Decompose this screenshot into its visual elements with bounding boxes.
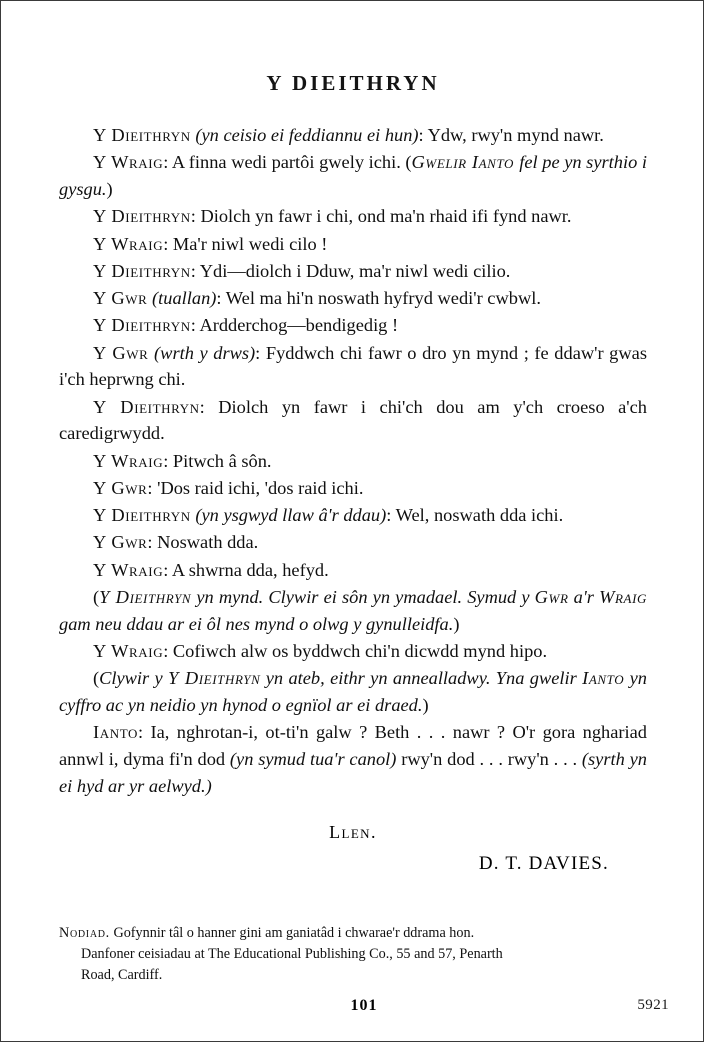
- speech-text: : Ia, nghrotan-i, ot-ti'n galw ? Beth . . . nawr ? O'r gora nghariad annwl i, dyma fi'n dod: [59, 722, 647, 770]
- speech-text: : A finna wedi partôi gwely ichi. (: [163, 152, 412, 173]
- stage-block: [59, 584, 647, 638]
- speech-line: [59, 258, 647, 285]
- stage-speaker: Wraig: [599, 587, 648, 608]
- stage-direction: fel pe yn syrthio i gysgu.: [59, 152, 647, 200]
- signature-mark: 5921: [637, 997, 669, 1013]
- speaker-name: Y Gwr: [93, 477, 148, 498]
- speaker-name: Y Wraig: [93, 152, 164, 173]
- stage-speaker: Y Dieithryn: [168, 668, 261, 689]
- speech-text: : Noswath dda.: [147, 532, 259, 553]
- stage-close: ): [453, 613, 460, 634]
- stage-text: yn cyffro ac yn neidio yn hynod o egnïol ar ei draed.: [59, 668, 647, 716]
- page-content: [59, 59, 647, 987]
- speech-text: : Diolch yn fawr i chi'ch dou am y'ch croeso a'ch caredigrwydd.: [59, 396, 647, 444]
- stage-close: ): [106, 179, 113, 200]
- speech-line: [59, 557, 647, 584]
- page-title: Y DIEITHRYN: [266, 71, 440, 95]
- author-name: D. T. DAVIES.: [478, 852, 609, 874]
- stage-direction: (tuallan): [152, 288, 217, 309]
- speaker-name: Y Dieithryn: [93, 505, 191, 526]
- speech-line: [59, 149, 647, 203]
- speech-text: : Ydi—diolch i Dduw, ma'r niwl wedi cilio.: [190, 260, 511, 281]
- stage-speaker: Y Dieithryn: [99, 587, 192, 608]
- speaker-name: Y Gwr: [93, 532, 148, 553]
- publication-note: [59, 923, 647, 987]
- speaker-name: Y Gwr: [93, 288, 148, 309]
- speech-line: [59, 231, 647, 258]
- note-line-2: Danfoner ceisiadau at The Educational Publishing Co., 55 and 57, Penarth: [81, 945, 503, 962]
- speech-line: [59, 285, 647, 312]
- stage-open: (: [93, 587, 100, 608]
- speech-text: : Diolch yn fawr i chi, ond ma'n rhaid ifi fynd nawr.: [190, 206, 572, 227]
- stage-text: gam neu ddau ar ei ôl nes mynd o olwg y gynulleidfa.: [59, 613, 454, 634]
- stage-text: Clywir y: [99, 668, 169, 689]
- speech-line: [59, 394, 647, 448]
- stage-close: ): [422, 695, 429, 716]
- speech-line: [59, 475, 647, 502]
- speech-text: : Wel, noswath dda ichi.: [386, 505, 564, 526]
- speech-text: : Ydw, rwy'n mynd nawr.: [418, 125, 604, 145]
- speaker-name: Y Dieithryn: [93, 125, 191, 145]
- speaker-name: Y Dieithryn: [93, 396, 200, 417]
- stage-direction-speaker: Gwelir Ianto: [411, 152, 520, 173]
- speech-text: : Ardderchog—bendigedig !: [190, 315, 399, 336]
- speech-line: [59, 312, 647, 339]
- speech-line: [59, 203, 647, 230]
- speech-line: [59, 340, 647, 394]
- speech-text: : Wel ma hi'n noswath hyfryd wedi'r cwbwl.: [216, 288, 541, 309]
- speaker-name: Y Wraig: [93, 450, 164, 471]
- stage-text: yn mynd. Clywir ei sôn yn ymadael. Symud y: [191, 587, 535, 608]
- note-line-3: Road, Cardiff.: [81, 967, 163, 984]
- speech-line: [59, 502, 647, 529]
- note-label: Nodiad.: [59, 924, 110, 941]
- speaker-name: Y Gwr: [93, 342, 149, 363]
- stage-open: (: [93, 668, 100, 689]
- curtain-marker: Llen.: [329, 821, 377, 842]
- speaker-name: Y Wraig: [93, 233, 164, 254]
- play-dialogue: [59, 122, 647, 800]
- stage-direction: (wrth y drws): [154, 342, 256, 363]
- speech-text: : Ma'r niwl wedi cilo !: [163, 233, 328, 254]
- speech-text: : Fyddwch chi fawr o dro yn mynd ; fe ddaw'r gwas i'ch heprwng chi.: [59, 342, 647, 390]
- stage-direction: (syrth yn ei hyd ar yr aelwyd.): [59, 749, 647, 796]
- stage-text: a'r: [568, 587, 600, 608]
- stage-text: yn ateb, eithr yn annealladwy. Yna gwelir: [260, 668, 583, 689]
- speech-text: : Cofiwch alw os byddwch chi'n dicwdd mynd hipo.: [163, 641, 548, 662]
- stage-speaker: Ianto: [582, 668, 625, 689]
- speech-line: [59, 448, 647, 475]
- speaker-name: Y Dieithryn: [93, 315, 191, 336]
- speech-text: : A shwrna dda, hefyd.: [163, 559, 329, 580]
- speech-line: [59, 529, 647, 556]
- speech-line: [59, 638, 647, 665]
- speaker-name: Y Wraig: [93, 641, 164, 662]
- note-line-1: Gofynnir tâl o hanner gini am ganiatâd i chwarae'r ddrama hon.: [109, 924, 475, 941]
- speech-line: [59, 719, 647, 799]
- page-footer: [59, 997, 669, 1019]
- stage-direction: (yn ysgwyd llaw â'r ddau): [195, 505, 387, 526]
- speaker-name: Y Dieithryn: [93, 260, 191, 281]
- stage-direction: (yn symud tua'r canol): [229, 749, 397, 770]
- speech-text: rwy'n dod . . . rwy'n . . .: [396, 749, 582, 770]
- page-number: 101: [350, 997, 378, 1014]
- speech-line: [59, 122, 647, 149]
- stage-direction: (yn ceisio ei feddiannu ei hun): [195, 125, 419, 145]
- speaker-name: Y Dieithryn: [93, 206, 191, 227]
- speaker-name: Ianto: [93, 722, 138, 743]
- speech-text: : 'Dos raid ichi, 'dos raid ichi.: [147, 477, 364, 498]
- stage-block: [59, 665, 647, 719]
- stage-speaker: Gwr: [534, 587, 569, 608]
- speaker-name: Y Wraig: [93, 559, 164, 580]
- speech-text: : Pitwch â sôn.: [163, 450, 272, 471]
